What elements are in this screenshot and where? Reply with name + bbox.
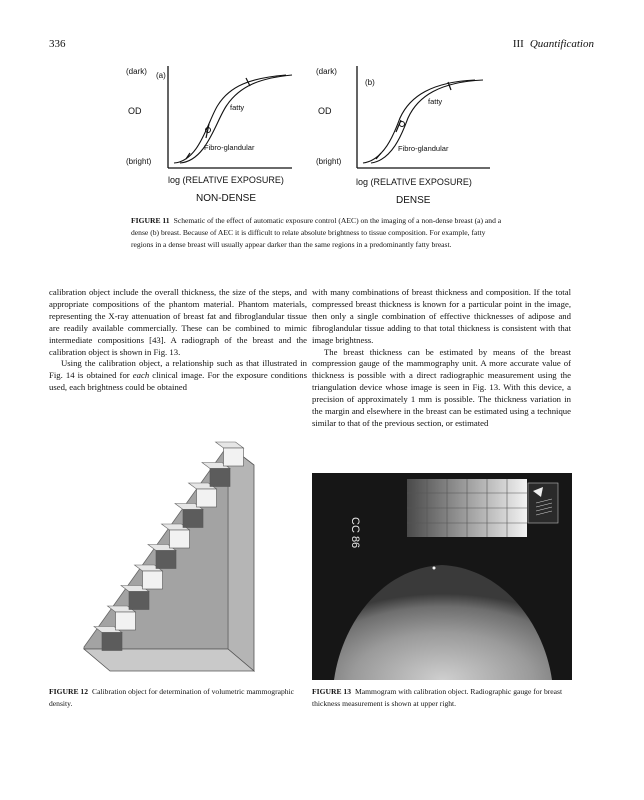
calibration-object-base: [84, 649, 254, 671]
panel-a-bright-label: (bright): [126, 157, 152, 166]
figure-11-caption-label: FIGURE 11: [131, 216, 170, 225]
figure-11: [110, 60, 570, 210]
figure-13-caption-text: Mammogram with calibration object. Radiographic gauge for breast thickness measurement is shown at upper right.: [312, 687, 563, 708]
mammogram-image: [312, 473, 572, 680]
column1-p2-text: Using the calibration object, a relationship such as that illustrated in Fig. 14 is obtained for: [49, 358, 307, 381]
step-block: [224, 448, 244, 466]
column1-paragraph-1: calibration object include the overall thickness, the size of the steps, and appropriate compositions of the phantom material. Phantom materials, representing the X-ray attenuation of breast fat and fibroglandular tissue are readily available commercially. These can be combined to mimic intermediate compositions [43]. A radiograph of the breast and the calibration object is shown in Fig. 13.: [49, 287, 307, 357]
panel-b-low-bracket: [376, 153, 381, 159]
panel-a-y-axis-label: OD: [128, 106, 142, 116]
panel-b-fatty-label: fatty: [428, 97, 443, 106]
column2-paragraph-2: The breast thickness can be estimated by means of the breast compression gauge of the mammography unit. A more accurate value of thickness is possible with a direct radiographic measurement using the triangulation device whose image is seen in Fig. 13. With this device, a precision of approximately 1 mm is possible. The thickness variation in the margin and elsewhere in the breast can be estimated using a technique similar to that of the previous section, or estimated: [312, 346, 571, 428]
thickness-gauge: [528, 483, 558, 523]
panel-b-fibro-label: Fibro-glandular: [398, 144, 449, 153]
panel-b-title: DENSE: [396, 195, 431, 206]
panel-a-title: NON-DENSE: [196, 193, 257, 204]
column1-p2-text-end: clinical image. For the exposure conditions used, each brightness could be obtained: [49, 370, 307, 393]
figure-13-caption-label: FIGURE 13: [312, 687, 352, 696]
figure-12-caption: [49, 686, 307, 710]
figure-11-caption-text: Schematic of the effect of automatic exposure control (AEC) on the imaging of a non-dense breast (a) and a dense (b) breast. Because of AEC it is difficult to relate absolute brightness to tissue composition. For example, fatty regions in a dense breast will usually appear darker than the same regions in a predominantly fatty breast.: [131, 216, 502, 249]
body-column-left: [49, 287, 307, 394]
step-block: [102, 633, 122, 651]
panel-a: [126, 66, 292, 204]
page-number: 336: [49, 38, 66, 50]
step-block: [210, 469, 230, 487]
figure-12-caption-label: FIGURE 12: [49, 687, 89, 696]
panel-b-label: (b): [365, 78, 375, 87]
panel-a-fatty-label: fatty: [230, 103, 245, 112]
step-block: [143, 571, 163, 589]
view-marker-label: CC 86: [349, 517, 361, 549]
panel-b-dark-label: (dark): [316, 67, 337, 76]
panel-b-y-axis-label: OD: [318, 106, 332, 116]
step-block: [156, 551, 176, 569]
panel-a-fibro-label: Fibro-glandular: [204, 143, 255, 152]
nipple-marker: [433, 567, 436, 570]
step-block: [197, 489, 217, 507]
panel-b-x-axis-label: log (RELATIVE EXPOSURE): [356, 177, 472, 187]
panel-a-dark-label: (dark): [126, 67, 147, 76]
section-title: Quantification: [529, 38, 594, 50]
body-column-right: [312, 287, 571, 430]
column1-p2-emphasis: each: [132, 370, 150, 381]
step-block: [129, 592, 149, 610]
panel-a-label: (a): [156, 71, 166, 80]
figure-12-calibration-object: [82, 385, 282, 675]
step-block: [170, 530, 190, 548]
calibration-object-side-face: [228, 445, 254, 671]
column2-paragraph-1: with many combinations of breast thickness and composition. If the total compressed breast thickness is known for a particular point in the image, then only a single combination of effective thicknesses of adipose and fibroglandular tissue adding to that total thickness is consistent with that image brightness.: [312, 287, 571, 345]
panel-b: [316, 66, 490, 206]
figure-13-mammogram: [312, 473, 572, 680]
step-block: [116, 612, 136, 630]
figure-13-caption: [312, 686, 571, 710]
figure-11-caption: [131, 215, 506, 251]
figure-12-caption-text: Calibration object for determination of volumetric mammographic density.: [49, 687, 295, 708]
panel-b-bright-label: (bright): [316, 157, 342, 166]
section-number: III: [512, 38, 524, 50]
running-header: [513, 38, 594, 50]
step-block: [183, 510, 203, 528]
panel-b-operating-point: [400, 122, 405, 127]
step-top: [216, 442, 244, 448]
panel-a-x-axis-label: log (RELATIVE EXPOSURE): [168, 175, 284, 185]
